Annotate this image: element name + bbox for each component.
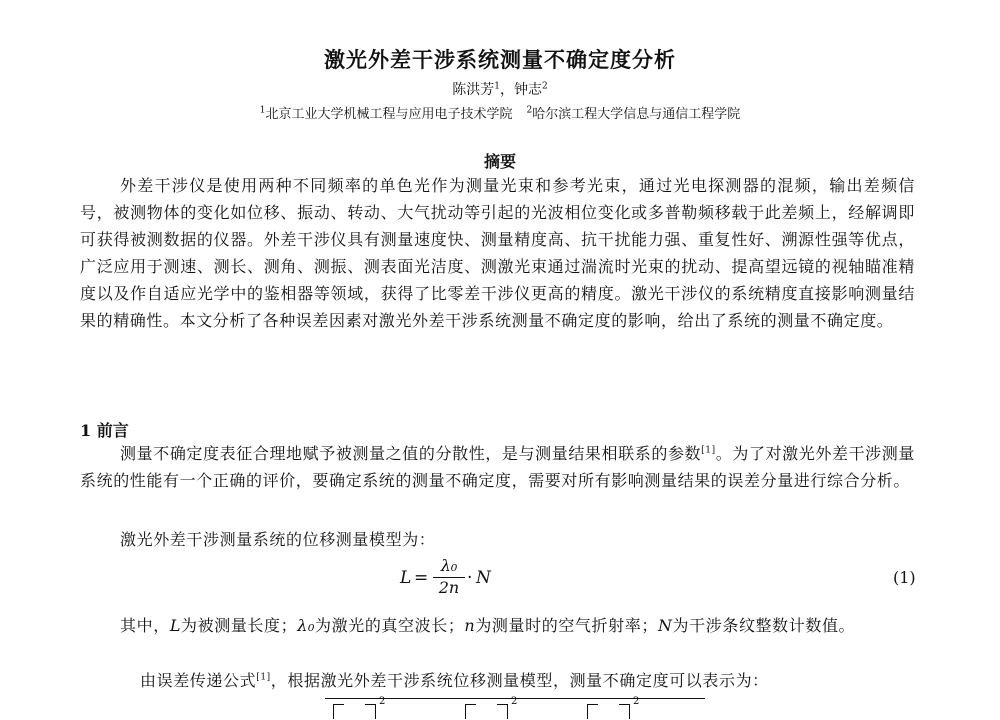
affiliation-line: [0, 103, 1000, 122]
var-n: n: [464, 616, 476, 635]
eq-denominator: 2n: [438, 578, 460, 597]
propagation-line: [140, 668, 769, 691]
paper-title: 激光外差干涉系统测量不确定度分析: [324, 47, 676, 72]
author-name: 钟志: [514, 82, 542, 98]
affiliation-mark: 1: [259, 105, 266, 116]
section-heading: 1 前言: [80, 421, 129, 440]
eq-numerator: λ₀: [440, 556, 458, 575]
eq-factor: N: [476, 568, 491, 588]
variable-definitions: [80, 612, 915, 639]
abstract-paragraph: 外差干涉仪是使用两种不同频率的单色光作为测量光束和参考光束，通过光电探测器的混频，输出差频信号，被测物体的变化如位移、振动、转动、大气扰动等引起的光波相位变化或多普勒频移载于此差频上，经解调即可获得被测数据的仪器。外差干涉仪具有测量速度快、测量精度高、抗干扰能力强、重复性好、溯源性强等优点，广泛应用于测速、测长、测角、测振、测表面光洁度、测激光束通过湍流时光束的扰动、提高望远镜的视轴瞄准精度以及作自适应光学中的鉴相器等领域，获得了比零差干涉仪更高的精度。激光干涉仪的系统精度直接影响测量结果的精确性。本文分析了各种误差因素对激光外差干涉系统测量不确定度的影响，给出了系统的测量不确定度。: [80, 176, 915, 330]
author-affil-mark: 1: [494, 81, 500, 92]
where-text: 其中，: [120, 616, 170, 635]
abstract-heading: 摘要: [483, 152, 516, 171]
where-text: 为测量时的空气折射率；: [475, 616, 658, 635]
where-text: 为干涉条纹整数计数值。: [672, 616, 856, 635]
intro-text: 。为了对激光外差干涉测量系统的性能有一个正确的评价，要确定系统的测量不确定度，需要对所有影响测量结果的误差分量进行综合分析。: [80, 444, 915, 490]
propagation-text: ，根据激光外差干涉系统位移测量模型，测量不确定度可以表示为：: [270, 671, 769, 690]
author-name: 陈洪芳: [452, 82, 495, 98]
affiliation-mark: 2: [526, 105, 533, 116]
citation-ref: [1]: [256, 672, 271, 683]
intro-paragraph: [80, 440, 915, 494]
citation-ref: [1]: [701, 445, 716, 456]
model-intro-line: 激光外差干涉测量系统的位移测量模型为：: [120, 530, 436, 549]
var-lambda0: λ₀: [297, 616, 316, 635]
author-line: [0, 79, 1000, 99]
eq-dot: ·: [467, 568, 473, 588]
exponent: 2: [633, 696, 640, 707]
exponent: 2: [379, 696, 386, 707]
var-L: L: [169, 616, 182, 635]
where-text: 为激光的真空波长；: [315, 616, 465, 635]
where-text: 为被测量长度；: [181, 616, 298, 635]
eq-lhs: L: [400, 568, 412, 588]
propagation-text: 由误差传递公式: [140, 671, 257, 690]
exponent: 2: [511, 696, 518, 707]
intro-text: 测量不确定度表征合理地赋予被测量之值的分散性，是与测量结果相联系的参数: [120, 444, 702, 463]
affiliation-1: 北京工业大学机械工程与应用电子技术学院: [265, 107, 513, 122]
var-N: N: [657, 616, 673, 635]
author-separator: ，: [500, 82, 514, 98]
equation-number: (1): [893, 568, 916, 587]
eq-equals: =: [414, 568, 429, 588]
eq-fraction: [433, 556, 465, 598]
author-affil-mark: 2: [542, 81, 548, 92]
affiliation-2: 哈尔滨工程大学信息与通信工程学院: [532, 107, 741, 122]
